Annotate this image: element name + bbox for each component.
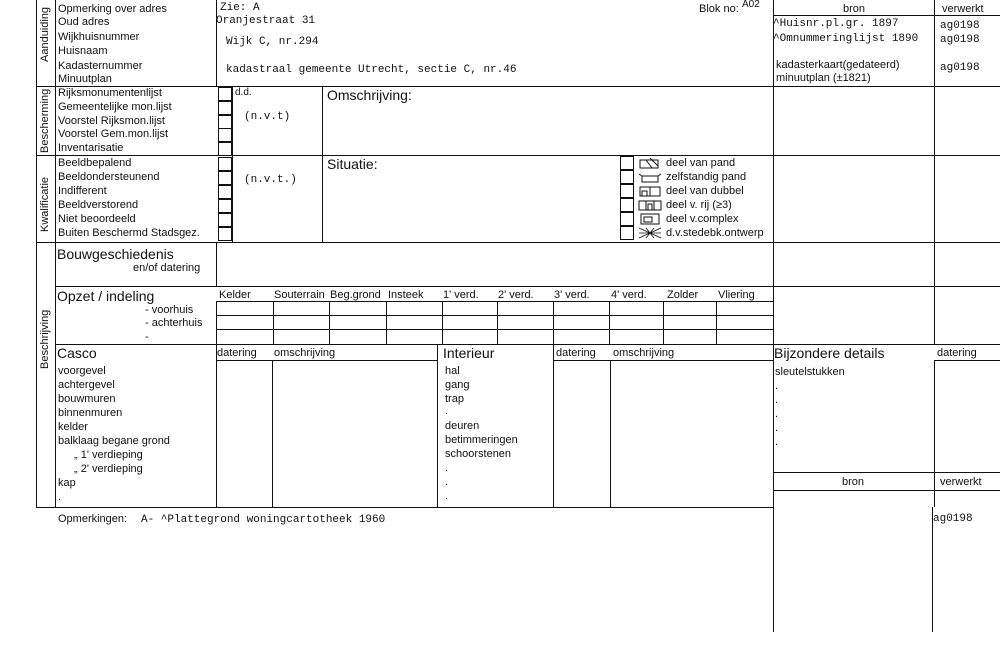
label-opmerking-adres: Opmerking over adres [58,3,167,15]
casco-datering-header: datering [217,347,257,359]
label-rijksmonumentenlijst: Rijksmonumentenlijst [58,87,162,99]
floor-4-verd: 4' verd. [611,289,647,301]
bijzondere-datering-header: datering [937,347,977,359]
value-wijk: Wijk C, nr.294 [226,36,319,48]
label-oud-adres: Oud adres [58,16,110,28]
bijzondere-item: . [775,436,779,448]
label-bijzondere-details: Bijzondere details [774,345,885,361]
label-beeldbepalend: Beeldbepalend [58,157,132,169]
deel-van-dubbel-icon [638,185,662,197]
checkbox-niet-beoordeeld[interactable] [218,213,232,227]
section-bescherming: Bescherming [39,88,51,153]
bron-row-4: minuutplan (±1821) [776,72,871,84]
label-dd: d.d. [235,87,252,98]
label-niet-beoordeeld: Niet beoordeeld [58,213,136,225]
checkbox-zelfstandig-pand[interactable] [620,170,634,184]
checkbox-indifferent[interactable] [218,185,232,199]
label-indifferent: Indifferent [58,185,107,197]
label-casco: Casco [57,345,97,361]
interieur-item: . [445,462,449,474]
label-opmerkingen: Opmerkingen: [58,513,128,525]
situatie-deel-v-complex: deel v.complex [666,213,739,225]
verwerkt-header: verwerkt [942,3,984,15]
deel-van-pand-icon [638,157,662,169]
value-zie: Zie: A [220,2,260,14]
interieur-item: deuren [445,420,480,432]
casco-item: voorgevel [58,365,106,377]
situatie-deel-van-pand: deel van pand [666,157,736,169]
floor-zolder: Zolder [667,289,699,301]
deel-v-rij-icon [638,199,662,211]
interieur-item: . [445,490,449,502]
value-oud-adres: Oranjestraat 31 [216,15,316,27]
label-buiten-beschermd: Buiten Beschermd Stadsgez. [58,227,200,239]
bijzondere-item: sleutelstukken [775,366,845,378]
label-blok: Blok no: [699,3,739,15]
checkbox-voorstel-gemmon[interactable] [218,128,232,142]
interieur-item: schoorstenen [445,448,512,460]
section-beschrijving: Beschrijving [39,309,51,369]
label-voorstel-rijksmon: Voorstel Rijksmon.lijst [58,115,165,127]
label-interieur: Interieur [443,345,495,361]
bron-row-3: kadasterkaart(gedateerd) [776,59,900,71]
zelfstandig-pand-icon [638,171,662,183]
floor-kelder: Kelder [219,289,251,301]
bijzondere-item: . [775,408,779,420]
checkbox-voorstel-rijksmon[interactable] [218,115,232,129]
situatie-deel-van-dubbel: deel van dubbel [666,185,744,197]
value-opmerkingen: A- ^Plattegrond woningcartotheek 1960 [141,514,386,526]
situatie-stedebk-ontwerp: d.v.stedebk.ontwerp [666,227,764,239]
label-inventarisatie: Inventarisatie [58,142,124,154]
checkbox-gemeentelijke[interactable] [218,101,232,115]
label-en-of-datering: en/of datering [133,262,201,274]
section-kwalificatie: Kwalificatie [39,176,51,232]
checkbox-deel-van-pand[interactable] [620,156,634,170]
bron-header: bron [843,3,866,15]
casco-item: binnenmuren [58,407,123,419]
casco-item: bouwmuren [58,393,116,405]
value-blok: A02 [742,0,760,10]
situatie-deel-v-rij: deel v. rij (≥3) [666,199,732,211]
label-opzet-extra: - [145,331,149,343]
value-kadaster: kadastraal gemeente Utrecht, sectie C, nr.46 [226,64,517,76]
floor-2-verd: 2' verd. [498,289,534,301]
verwerkt-row-1: ag0198 [940,20,980,32]
bijzondere-verwerkt-header: verwerkt [940,476,982,488]
bron-row-2: ^Omnummeringlijst 1890 [773,33,919,45]
label-situatie: Situatie: [327,156,378,172]
floor-insteek: Insteek [388,289,424,301]
label-wijkhuisnummer: Wijkhuisnummer [58,31,140,43]
interieur-item: . [445,405,449,417]
casco-item: . [58,491,62,503]
interieur-omschrijving-header: omschrijving [613,347,675,359]
value-kwalificatie-nvt: (n.v.t.) [244,174,297,186]
checkbox-inventarisatie[interactable] [218,142,232,156]
label-gemeentelijke-mon-lijst: Gemeentelijke mon.lijst [58,101,172,113]
interieur-datering-header: datering [556,347,596,359]
verwerkt-row-3: ag0198 [940,62,980,74]
label-omschrijving: Omschrijving: [327,87,412,103]
checkbox-beeldbepalend[interactable] [218,157,232,171]
checkbox-deel-v-complex[interactable] [620,212,634,226]
interieur-item: hal [445,365,460,377]
floor-vliering: Vliering [718,289,755,301]
checkbox-deel-van-dubbel[interactable] [620,184,634,198]
bijzondere-item: . [775,394,779,406]
value-bescherming-nvt: (n.v.t) [244,111,291,123]
casco-item: „ 2' verdieping [74,463,143,475]
label-bouwgeschiedenis: Bouwgeschiedenis [57,246,174,262]
label-beeldondersteunend: Beeldondersteunend [58,171,160,183]
label-minuutplan: Minuutplan [58,73,112,85]
floor-souterrain: Souterrain [274,289,325,301]
checkbox-stedebk-ontwerp[interactable] [620,226,634,240]
checkbox-buiten-beschermd[interactable] [218,227,232,241]
interieur-item: trap [445,393,464,405]
section-aanduiding: Aanduiding [39,6,51,62]
label-kadasternummer: Kadasternummer [58,60,143,72]
bijzondere-bron-header: bron [842,476,865,488]
interieur-item: betimmeringen [445,434,518,446]
situatie-zelfstandig-pand: zelfstandig pand [666,171,747,183]
floor-3-verd: 3' verd. [554,289,590,301]
interieur-item: . [445,476,449,488]
casco-item: achtergevel [58,379,115,391]
checkbox-beeldondersteunend[interactable] [218,171,232,185]
label-voorhuis: - voorhuis [145,304,194,316]
label-beeldverstorend: Beeldverstorend [58,199,139,211]
checkbox-deel-v-rij[interactable] [620,198,634,212]
casco-omschrijving-header: omschrijving [274,347,336,359]
checkbox-rijksmonumentenlijst[interactable] [218,87,232,101]
casco-item: kap [58,477,76,489]
casco-item: „ 1' verdieping [74,449,143,461]
label-voorstel-gemmon: Voorstel Gem.mon.lijst [58,128,169,140]
floor-1-verd: 1' verd. [443,289,479,301]
bron-row-1: ^Huisnr.pl.gr. 1897 [773,18,899,30]
stedebk-ontwerp-icon [638,227,662,239]
verwerkt-row-2: ag0198 [940,34,980,46]
label-opzet-indeling: Opzet / indeling [57,288,155,304]
casco-item: balklaag begane grond [58,435,170,447]
value-opmerkingen-verwerkt: ag0198 [933,513,973,525]
label-achterhuis: - achterhuis [145,317,203,329]
label-huisnaam: Huisnaam [58,45,108,57]
deel-v-complex-icon [638,213,662,225]
interieur-item: gang [445,379,470,391]
casco-item: kelder [58,421,88,433]
bijzondere-item: . [775,422,779,434]
bijzondere-item: . [775,380,779,392]
floor-beg-grond: Beg.grond [330,289,381,301]
checkbox-beeldverstorend[interactable] [218,199,232,213]
